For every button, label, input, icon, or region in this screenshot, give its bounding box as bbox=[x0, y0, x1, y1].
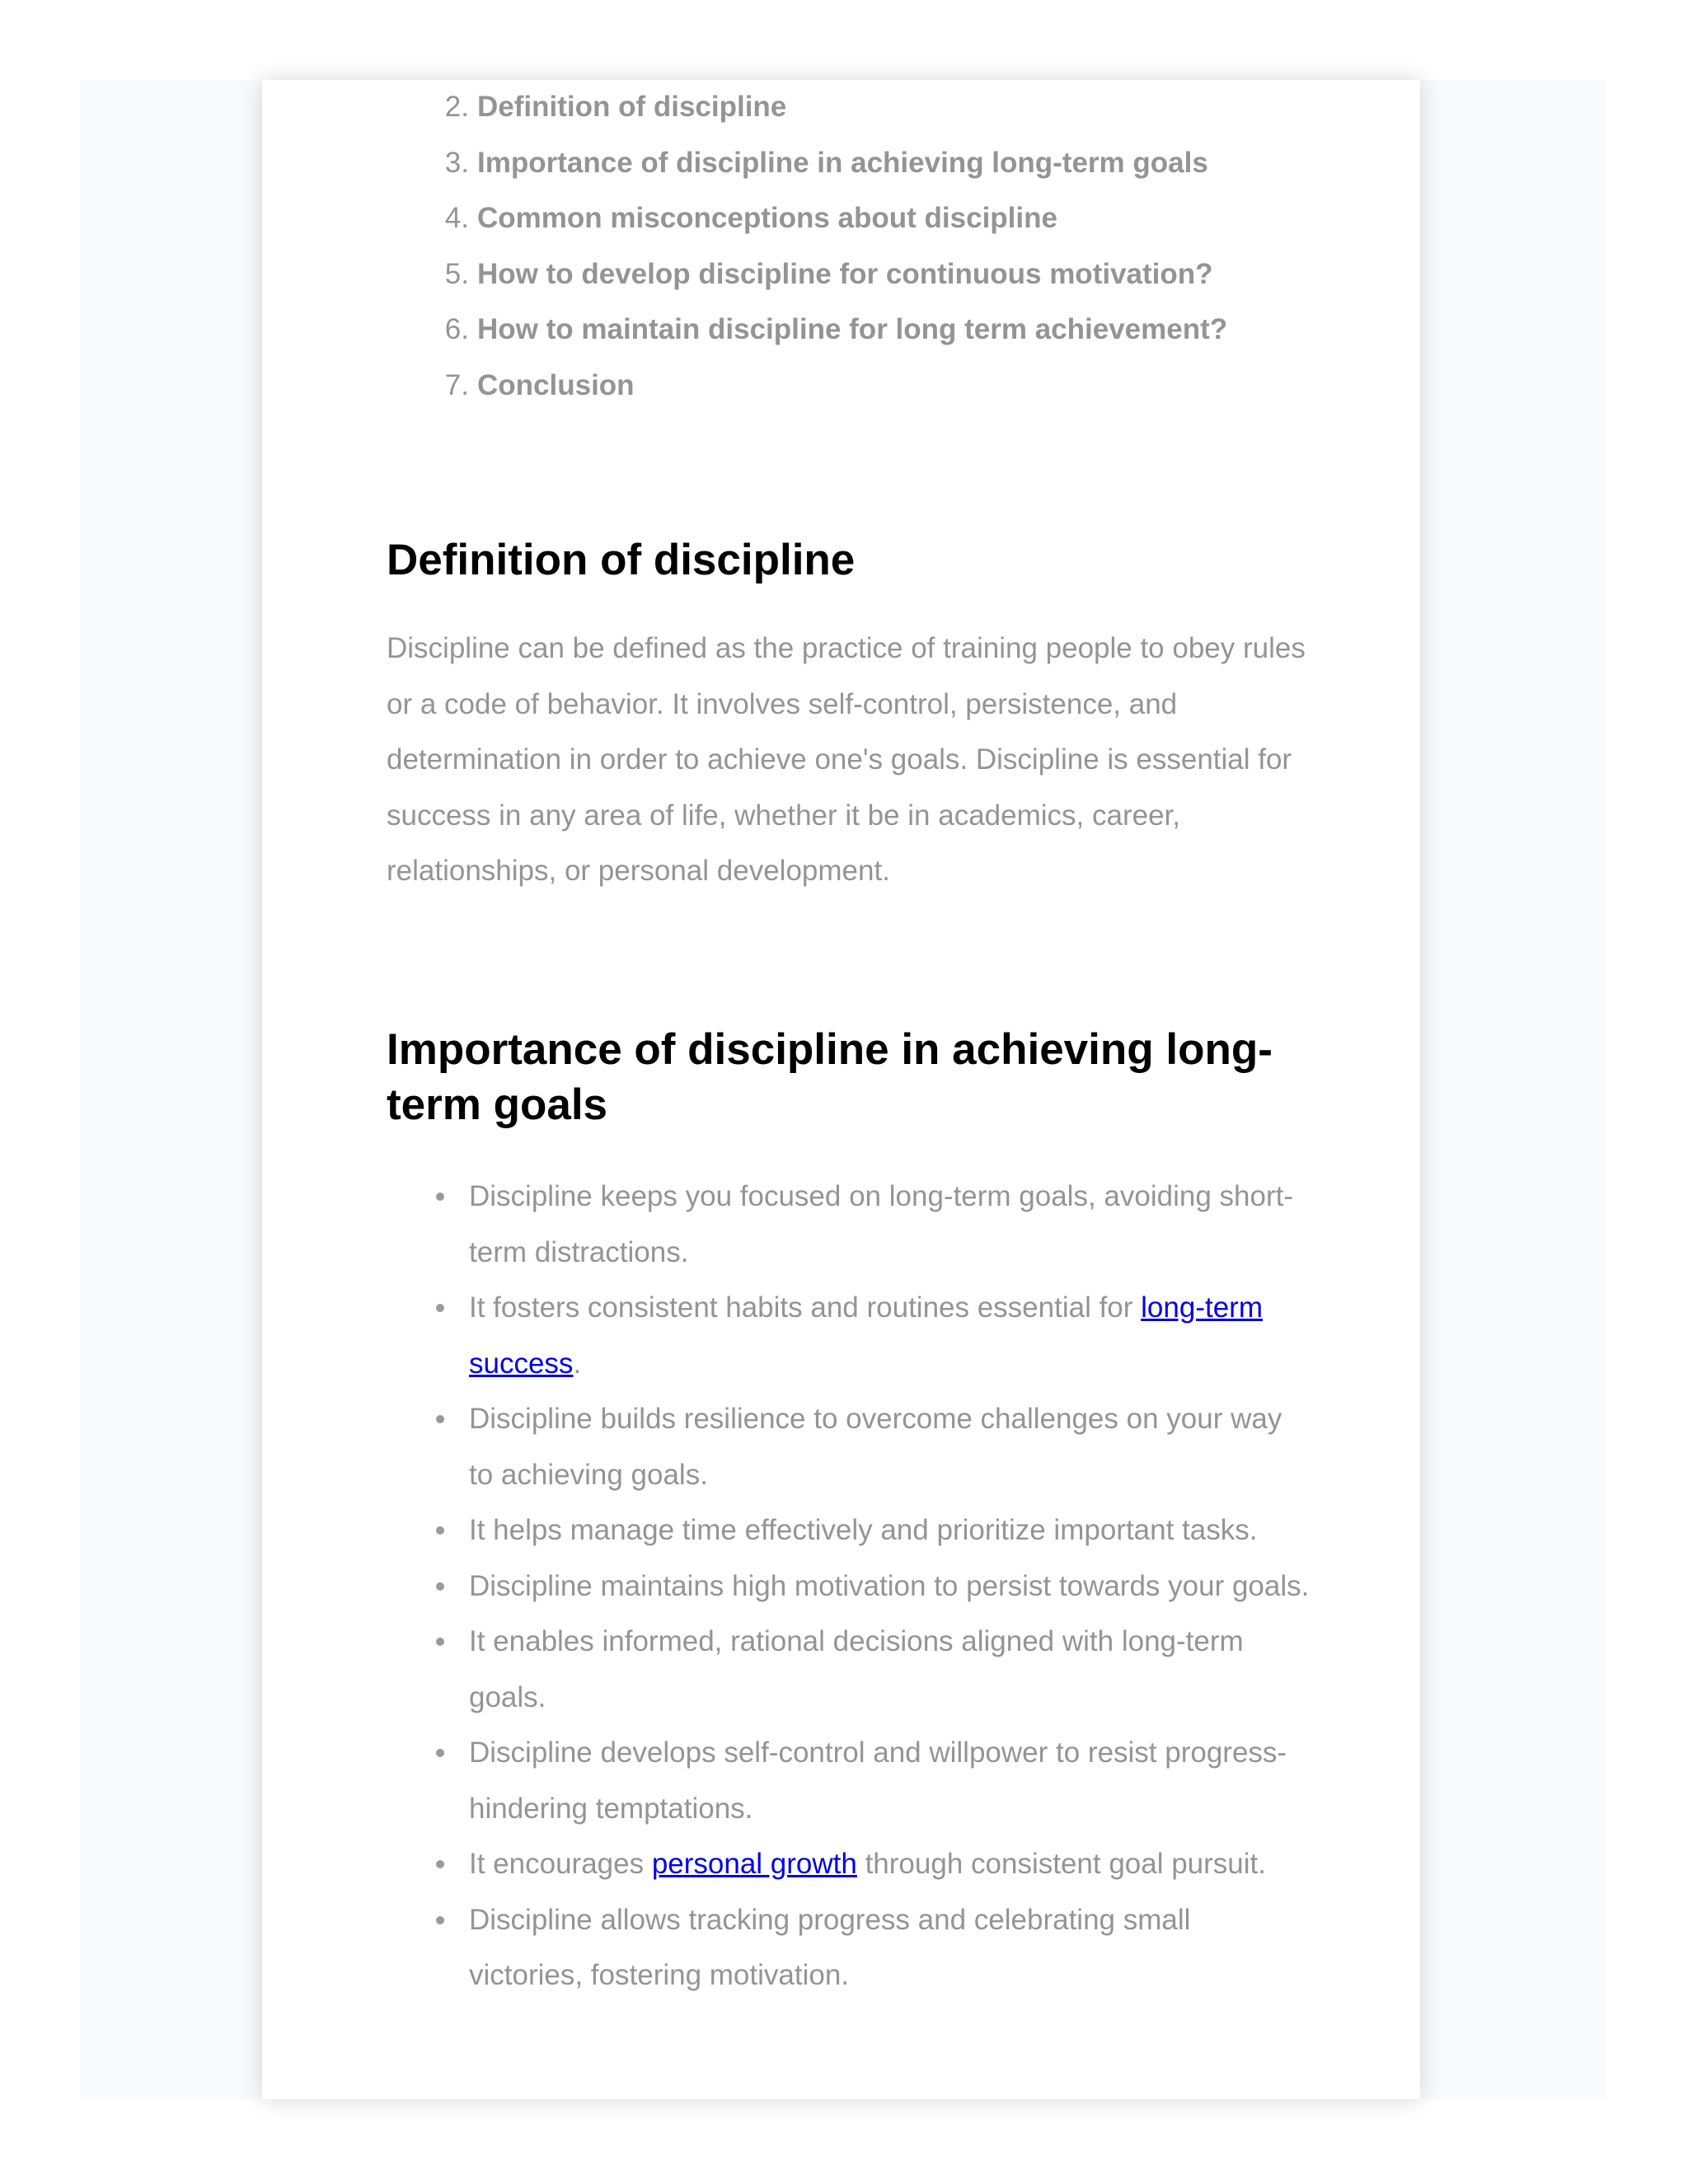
toc-item[interactable] bbox=[430, 142, 1227, 198]
list-item-text: It helps manage time effectively and prioritize important tasks. bbox=[469, 1514, 1258, 1546]
toc-item-label: Definition of discipline bbox=[477, 91, 787, 123]
list-item bbox=[387, 1558, 1310, 1615]
section-heading-importance: Importance of discipline in achieving long-term goals bbox=[387, 1025, 1273, 1129]
list-item-text: It enables informed, rational decisions aligned with long-term goals. bbox=[469, 1625, 1244, 1713]
toc-item[interactable] bbox=[430, 308, 1227, 364]
toc-item-number: 7. bbox=[444, 368, 469, 401]
toc-item-number: 4. bbox=[444, 202, 469, 234]
bullet-dot-icon bbox=[436, 1638, 444, 1646]
definition-paragraph: Discipline can be defined as the practice of training people to obey rules or a code of behavior. It involves self-control, persistence, and determination in order to achieve one's goals. Discipline is essential for success in any area of life, whether it be in academics, career, relationships, or personal development. bbox=[387, 632, 1306, 887]
list-item-text: It fosters consistent habits and routines essential for bbox=[469, 1291, 1142, 1324]
toc-item-label: Conclusion bbox=[477, 368, 635, 401]
toc-item-number: 5. bbox=[444, 257, 469, 290]
list-item-text: through consistent goal pursuit. bbox=[856, 1848, 1266, 1880]
bullet-dot-icon bbox=[436, 1304, 444, 1312]
bullet-dot-icon bbox=[436, 1749, 444, 1757]
bullet-dot-icon bbox=[436, 1582, 444, 1591]
section-heading-definition: Definition of discipline bbox=[387, 536, 856, 584]
bullet-dot-icon bbox=[436, 1860, 444, 1868]
importance-bullet-list bbox=[387, 1169, 1310, 2004]
list-item bbox=[387, 1391, 1310, 1502]
toc-item-number: 6. bbox=[444, 313, 469, 345]
list-item bbox=[387, 1614, 1310, 1725]
list-item bbox=[387, 1169, 1310, 1280]
list-item-text: Discipline builds resilience to overcome challenges on your way to achieving goals. bbox=[469, 1403, 1282, 1491]
toc-item-number: 2. bbox=[444, 91, 469, 123]
list-item bbox=[387, 1725, 1310, 1836]
list-item bbox=[387, 1836, 1310, 1892]
toc-item-label: Common misconceptions about discipline bbox=[477, 202, 1057, 234]
toc-item[interactable] bbox=[430, 86, 1227, 142]
list-item-text: It encourages bbox=[469, 1848, 652, 1880]
personal-growth-link[interactable]: personal growth bbox=[651, 1848, 857, 1880]
list-item-text: Discipline keeps you focused on long-term goals, avoiding short-term distractions. bbox=[469, 1180, 1293, 1268]
toc-item-label: How to develop discipline for continuous motivation? bbox=[477, 257, 1213, 290]
list-item bbox=[387, 1892, 1310, 2004]
bullet-dot-icon bbox=[436, 1526, 444, 1535]
list-item-text: . bbox=[573, 1347, 582, 1380]
toc-item[interactable] bbox=[430, 364, 1227, 420]
list-item bbox=[387, 1280, 1310, 1391]
list-item-text: Discipline allows tracking progress and celebrating small victories, fostering motivation. bbox=[469, 1903, 1191, 1991]
toc-item[interactable] bbox=[430, 197, 1227, 253]
bullet-dot-icon bbox=[436, 1415, 444, 1423]
toc-item-number: 3. bbox=[444, 146, 469, 179]
list-item bbox=[387, 1502, 1310, 1558]
list-item-text: Discipline develops self-control and willpower to resist progress-hindering temptations. bbox=[469, 1736, 1287, 1825]
toc-item-label: How to maintain discipline for long term achievement? bbox=[477, 313, 1228, 345]
table-of-contents bbox=[430, 86, 1227, 419]
toc-item-label: Importance of discipline in achieving long-term goals bbox=[477, 146, 1208, 179]
long-term-success-link[interactable]: long-term success bbox=[469, 1291, 1263, 1380]
bullet-dot-icon bbox=[436, 1193, 444, 1201]
list-item-text: Discipline maintains high motivation to persist towards your goals. bbox=[469, 1569, 1310, 1602]
toc-item[interactable] bbox=[430, 253, 1227, 309]
bullet-dot-icon bbox=[436, 1916, 444, 1924]
